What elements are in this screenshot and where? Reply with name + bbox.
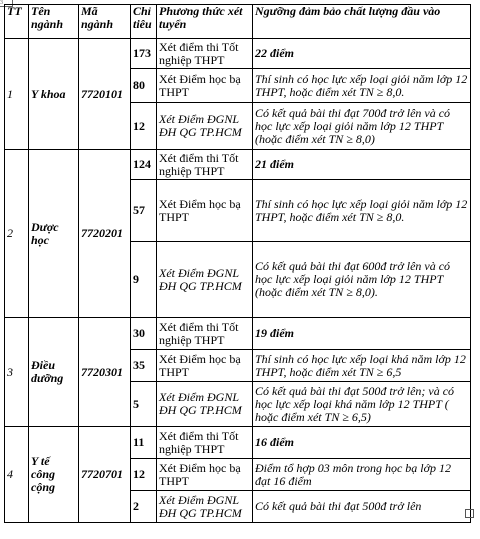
method-cell: Xét điểm thi Tốt nghiệp THPT [157,318,253,350]
table-row [5,318,471,350]
threshold-cell: Điểm tổ hợp 03 môn trong học bạ lớp 12 đạt 16 điểm [253,459,471,491]
major-code: 7720101 [79,39,131,150]
header-tt: TT [5,5,29,39]
header-quota: Chỉ tiêu [131,5,157,39]
quota-cell: 2 [131,491,157,523]
threshold-cell: 22 điểm [253,39,471,69]
method-cell: Xét Điểm học bạ THPT [157,180,253,242]
major-name: Y khoa [29,39,79,150]
threshold-cell: Thí sinh có học lực xếp loại giỏi năm lớp 12 THPT, hoặc điểm xét TN ≥ 8,0. [253,180,471,242]
row-tt: 1 [5,39,29,150]
method-cell: Xét điểm thi Tốt nghiệp THPT [157,39,253,69]
threshold-cell: 16 điểm [253,427,471,459]
table-row [5,150,471,180]
header-major-code: Mã ngành [79,5,131,39]
row-tt: 2 [5,150,29,318]
quota-cell: 57 [131,180,157,242]
major-name: Điều dưỡng [29,318,79,427]
threshold-cell: Thí sinh có học lực xếp loại khá năm lớp 12 THPT, hoặc điểm xét TN ≥ 6,5 [253,350,471,382]
method-cell: Xét điểm thi Tốt nghiệp THPT [157,150,253,180]
method-cell: Xét điểm thi Tốt nghiệp THPT [157,427,253,459]
end-marker-box [465,509,474,518]
header-row [5,5,471,39]
threshold-cell: 21 điểm [253,150,471,180]
method-cell: Xét Điểm ĐGNL ĐH QG TP.HCM [157,491,253,523]
page-corner-mark: 3 [0,0,13,7]
quota-cell: 35 [131,350,157,382]
major-code: 7720701 [79,427,131,523]
threshold-cell: Có kết quả bài thi đạt 500đ trở lên [253,491,471,523]
major-name: Y tế công cộng [29,427,79,523]
quota-cell: 9 [131,242,157,318]
threshold-cell: 19 điểm [253,318,471,350]
method-cell: Xét Điểm học bạ THPT [157,459,253,491]
threshold-cell: Có kết quả bài thi đạt 700đ trở lên và có học lực xếp loại giỏi năm lớp 12 THPT (hoặc điểm xét TN ≥ 8,0) [253,103,471,150]
quota-cell: 173 [131,39,157,69]
quota-cell: 5 [131,382,157,427]
method-cell: Xét Điểm học bạ THPT [157,69,253,103]
quota-cell: 80 [131,69,157,103]
threshold-cell: Có kết quả bài thi đạt 500đ trở lên; và có học lực xếp loại khá năm lớp 12 THPT ( hoặc điểm xét TN ≥ 6,5) [253,382,471,427]
major-code: 7720201 [79,150,131,318]
method-cell: Xét Điểm học bạ THPT [157,350,253,382]
quota-cell: 11 [131,427,157,459]
quota-cell: 12 [131,103,157,150]
quota-cell: 30 [131,318,157,350]
row-tt: 3 [5,318,29,427]
header-threshold: Ngưỡng đảm bảo chất lượng đầu vào [253,5,471,39]
header-method: Phương thức xét tuyển [157,5,253,39]
major-code: 7720301 [79,318,131,427]
threshold-cell: Thí sinh có học lực xếp loại giỏi năm lớp 12 THPT, hoặc điểm xét TN ≥ 8,0. [253,69,471,103]
method-cell: Xét Điểm ĐGNL ĐH QG TP.HCM [157,103,253,150]
row-tt: 4 [5,427,29,523]
major-name: Dược học [29,150,79,318]
threshold-cell: Có kết quả bài thi đạt 600đ trở lên và có học lực xếp loại giỏi năm lớp 12 THPT (hoặc điểm xét TN ≥ 8,0). [253,242,471,318]
header-major-name: Tên ngành [29,5,79,39]
table-row [5,427,471,459]
admissions-table [4,4,471,523]
method-cell: Xét Điểm ĐGNL ĐH QG TP.HCM [157,242,253,318]
method-cell: Xét Điểm ĐGNL ĐH QG TP.HCM [157,382,253,427]
quota-cell: 124 [131,150,157,180]
table-row [5,39,471,69]
quota-cell: 12 [131,459,157,491]
